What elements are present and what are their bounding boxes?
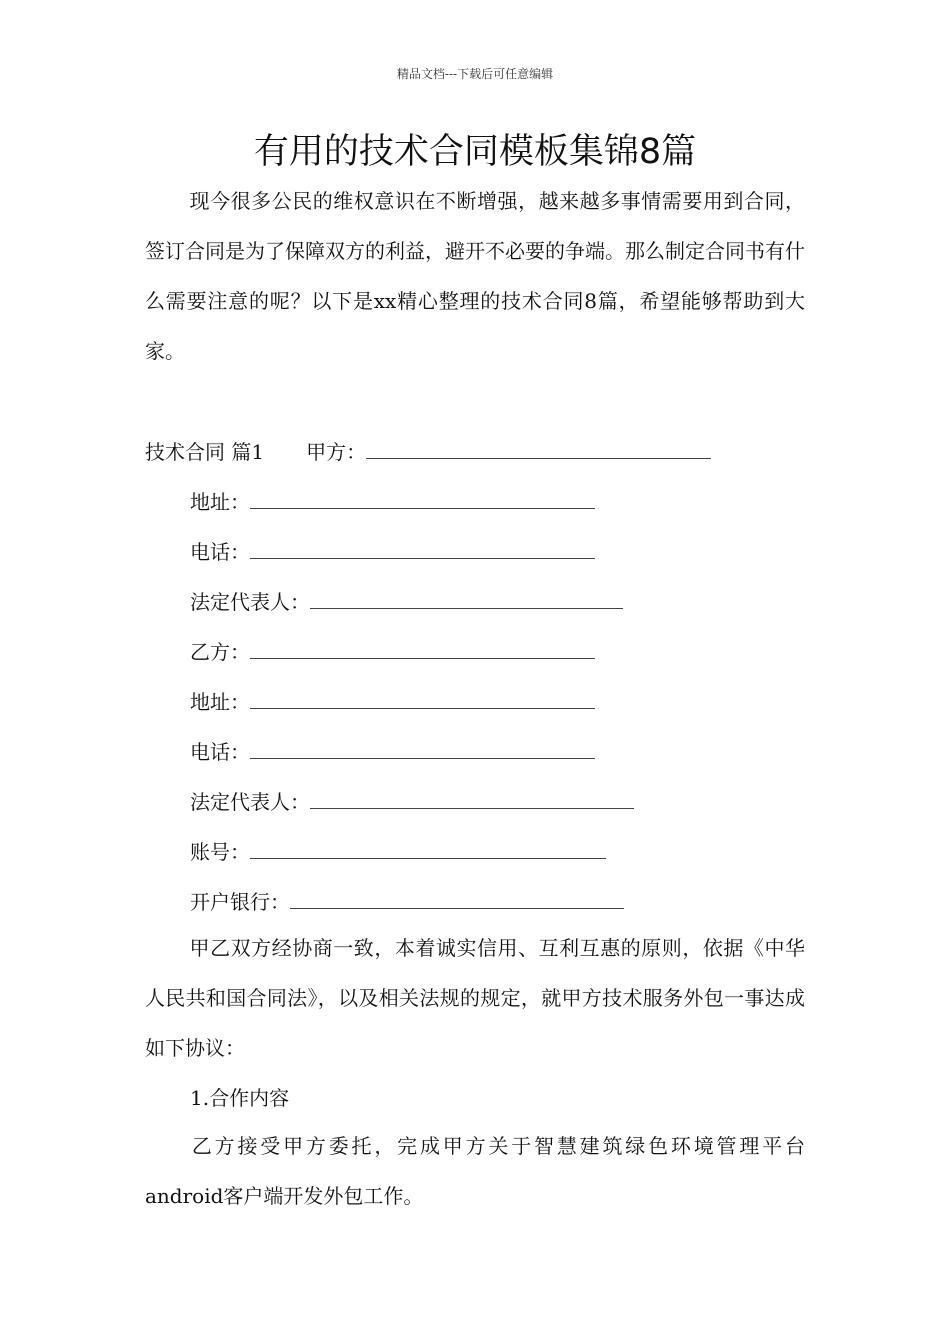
account-line: [190, 836, 606, 867]
legal-rep-b-label: 法定代表人：: [190, 790, 310, 814]
bank-line: [190, 886, 624, 917]
party-b-line: [190, 636, 595, 667]
phone-b-blank: [250, 736, 595, 759]
party-a-label: 甲方：: [306, 440, 367, 464]
account-blank: [250, 836, 606, 859]
clause-1-text: 乙方接受甲方委托，完成甲方关于智慧建筑绿色环境管理平台android客户端开发外包工作。: [145, 1134, 805, 1208]
bank-blank: [290, 886, 624, 909]
legal-rep-b-line: [190, 786, 634, 817]
phone-a-blank: [250, 536, 595, 559]
clause-1-heading: 1.合作内容: [190, 1086, 290, 1110]
phone-b-label: 电话：: [190, 740, 250, 764]
address-b-line: [190, 686, 595, 717]
legal-rep-a-blank: [310, 586, 623, 609]
phone-a-label: 电话：: [190, 540, 250, 564]
party-b-blank: [250, 636, 595, 659]
legal-rep-a-line: [190, 586, 623, 617]
clause-1-paragraph: [145, 1121, 805, 1221]
document-title: 有用的技术合同模板集锦8篇: [253, 132, 697, 172]
phone-b-line: [190, 736, 595, 767]
agreement-paragraph: [145, 923, 805, 1073]
intro-paragraph: [145, 176, 805, 376]
party-a-blank: [366, 436, 711, 459]
address-a-line: [190, 486, 595, 517]
address-b-blank: [250, 686, 595, 709]
page-header: 精品文档---下载后可任意编辑: [396, 67, 554, 81]
bank-label: 开户银行：: [190, 890, 290, 914]
address-a-blank: [250, 486, 595, 509]
legal-rep-b-blank: [310, 786, 634, 809]
section-heading-line: [145, 436, 711, 467]
intro-text: 现今很多公民的维权意识在不断增强，越来越多事情需要用到合同，签订合同是为了保障双方的利益，避开不必要的争端。那么制定合同书有什么需要注意的呢？以下是xx精心整理的技术合同8篇，希望能够帮助到大家。: [145, 189, 805, 363]
party-b-label: 乙方：: [190, 640, 250, 664]
address-b-label: 地址：: [190, 690, 250, 714]
agreement-text: 甲乙双方经协商一致，本着诚实信用、互利互惠的原则，依据《中华人民共和国合同法》，以及相关法规的规定，就甲方技术服务外包一事达成如下协议：: [145, 936, 805, 1060]
account-label: 账号：: [190, 840, 250, 864]
address-a-label: 地址：: [190, 490, 250, 514]
phone-a-line: [190, 536, 595, 567]
legal-rep-a-label: 法定代表人：: [190, 590, 310, 614]
section-label: 技术合同 篇1: [145, 440, 265, 464]
